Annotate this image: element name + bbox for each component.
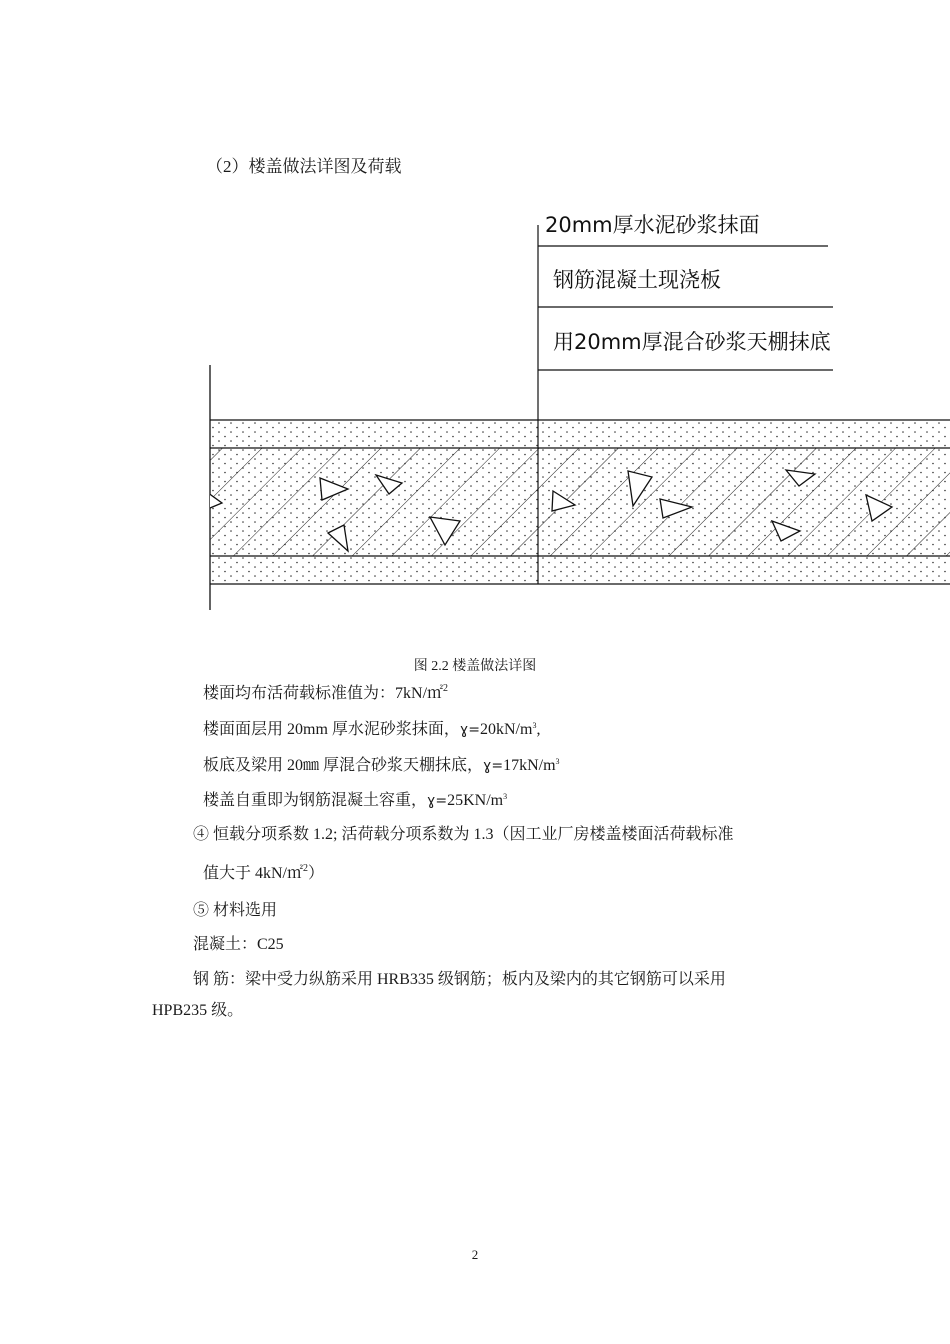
- self-weight-line: 楼盖自重即为钢筋混凝土容重，$ɣ=25KN/m^3$: [203, 792, 508, 809]
- ceiling-layer-line: 板底及梁用 20㎜ 厚混合砂浆天棚抹底，$ɣ=17kN/m^3$: [203, 757, 560, 774]
- mortar-finish-layer: [210, 420, 950, 448]
- figure-caption: 图 2.2 楼盖做法详图: [413, 659, 537, 674]
- load-factor-line-2: 值大于 4kN/㎡$^2$）: [203, 863, 325, 882]
- label-mortar-finish: 20mm厚水泥砂浆抹面: [545, 213, 760, 237]
- section-heading: （2）楼盖做法详图及荷载: [206, 157, 402, 176]
- ceiling-plaster-layer: [210, 556, 950, 584]
- label-concrete-slab: 钢筋混凝土现浇板: [553, 268, 721, 292]
- floor-section-diagram: [0, 195, 950, 620]
- steel-line: 钢 筋：梁中受力纵筋采用 HRB335 级钢筋；板内及梁内的其它钢筋可以采用: [193, 971, 726, 988]
- concrete-grade-line: 混凝土：C25: [193, 936, 284, 953]
- label-ceiling-plaster: 用20mm厚混合砂浆天棚抹底: [553, 330, 831, 354]
- page-number: 2: [471, 1247, 479, 1262]
- steel-line-2: HPB235 级。: [152, 1002, 244, 1019]
- load-factor-line: ④ 恒载分项系数 1.2; 活荷载分项系数为 1.3（因工业厂房楼盖楼面活荷载标准: [193, 826, 734, 843]
- materials-title: ⑤ 材料选用: [193, 902, 278, 919]
- finish-layer-line: 楼面面层用 20mm 厚水泥砂浆抹面，$ɣ=20kN/m^3$,: [203, 721, 541, 738]
- live-load-line: 楼面均布活荷载标准值为：7kN/㎡$^2$: [203, 683, 449, 702]
